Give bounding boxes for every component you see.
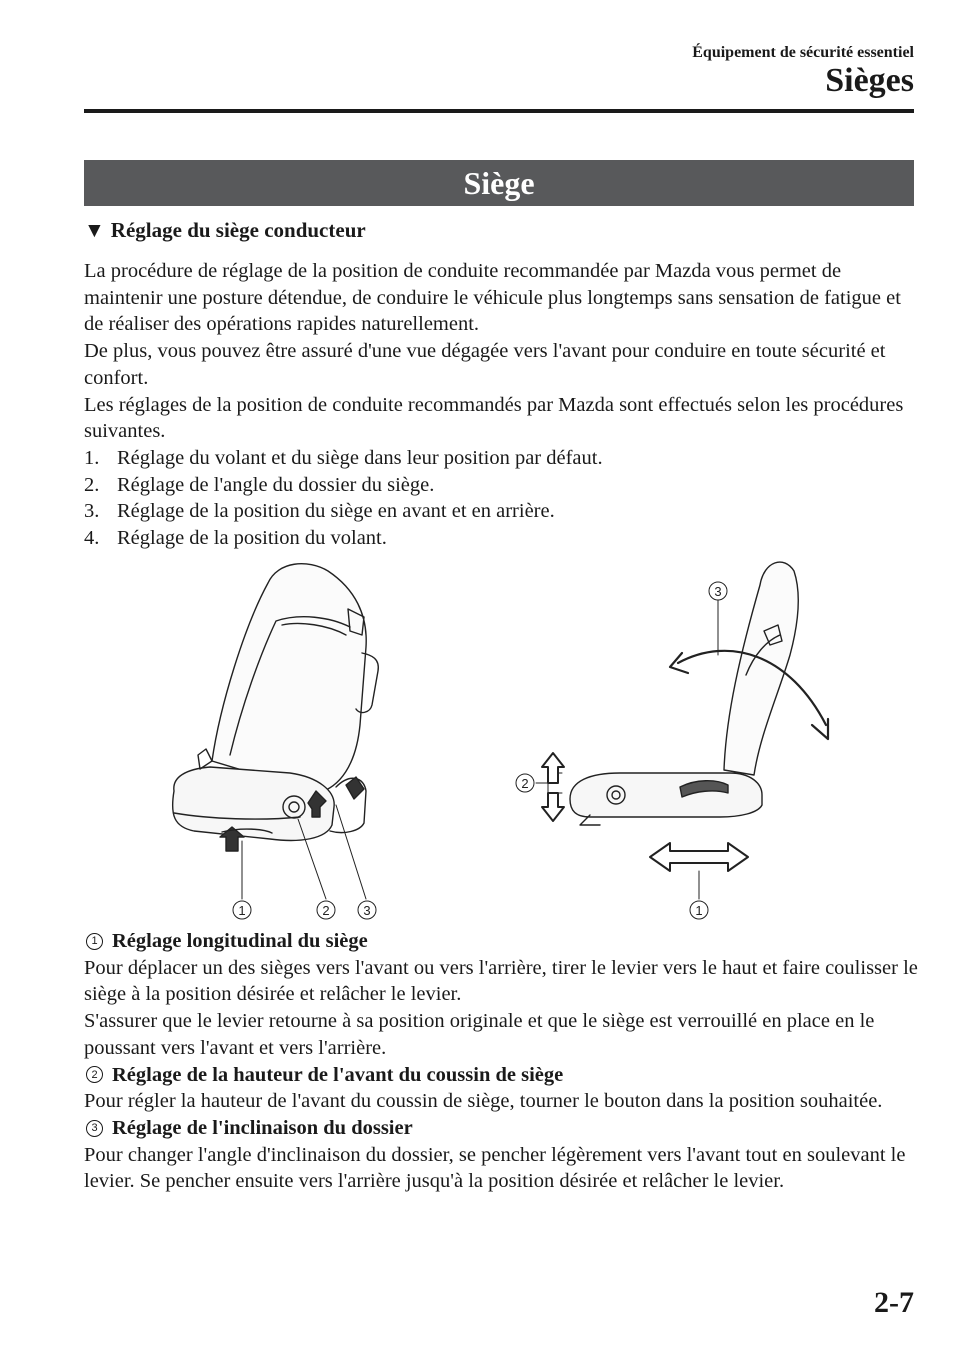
callout-number: 1 (695, 903, 703, 918)
intro-text (84, 258, 919, 552)
page-number: 2-7 (874, 1286, 914, 1319)
item-title: Réglage de la hauteur de l'avant du coussin de siège (112, 1063, 564, 1086)
step-item: 3. Réglage de la position du siège en avant et en arrière. (84, 500, 555, 523)
item-paragraph: Pour déplacer un des sièges vers l'avant ou vers l'arrière, tirer le levier vers le haut et faire coulisser le siège à la position désirée et relâcher le levier. (84, 956, 918, 1006)
circled-number-icon: 2 (86, 1066, 103, 1083)
item-longitudinal (84, 928, 919, 1062)
procedure-steps (84, 445, 919, 552)
item-title: Réglage longitudinal du siège (112, 930, 368, 952)
step-item: 2. Réglage de l'angle du dossier du siège. (84, 473, 435, 496)
callout-number: 3 (363, 903, 371, 918)
item-paragraph: S'assurer que le levier retourne à sa position originale et que le siège est verrouillé en place en le poussant vers l'avant et vers l'arrière. (84, 1010, 875, 1059)
item-paragraph: Pour régler la hauteur de l'avant du coussin de siège, tourner le bouton dans la position souhaitée. (84, 1090, 883, 1113)
intro-paragraph: De plus, vous pouvez être assuré d'une vue dégagée vers l'avant pour conduire en toute sécurité et confort. (84, 340, 886, 389)
intro-paragraph: La procédure de réglage de la position de conduite recommandée par Mazda vous permet de maintenir une posture détendue, de conduire le véhicule plus longtemps sans sensation de fatigue et de réaliser des opérations rapides naturellement. (84, 260, 901, 336)
item-recline (84, 1115, 919, 1195)
chapter-title: Équipement de sécurité essentiel (692, 44, 914, 61)
intro-paragraph: Les réglages de la position de conduite recommandés par Mazda sont effectués selon les procédures suivantes. (84, 393, 904, 443)
callout-number: 3 (714, 584, 722, 599)
callout-number: 2 (521, 776, 529, 791)
subsection-title: Réglage du siège conducteur (110, 218, 366, 242)
step-item: 1. Réglage du volant et du siège dans leur position par défaut. (84, 446, 603, 469)
section-banner: Siège (84, 160, 914, 206)
circled-number-icon: 1 (86, 933, 103, 950)
seat-adjustment-illustration (150, 555, 850, 930)
section-header-title: Sièges (825, 62, 914, 99)
circled-number-icon: 3 (86, 1120, 103, 1137)
seat-side-view (516, 562, 828, 919)
triangle-bullet-icon: ▼ (84, 218, 105, 242)
subsection-heading (84, 218, 366, 243)
callout-number: 2 (322, 903, 330, 918)
item-title: Réglage de l'inclinaison du dossier (112, 1116, 413, 1139)
item-cushion-height (84, 1062, 919, 1115)
callout-number: 1 (238, 903, 246, 918)
step-item: 4. Réglage de la position du volant. (84, 527, 387, 550)
item-paragraph: Pour changer l'angle d'inclinaison du dossier, se pencher légèrement vers l'avant tout en soulevant le levier. Se pencher ensuite vers l'arrière jusqu'à la position désirée et relâcher le levier. (84, 1143, 906, 1193)
adjustment-items (84, 928, 919, 1195)
seat-front-view (173, 564, 379, 919)
header-rule (84, 109, 914, 113)
